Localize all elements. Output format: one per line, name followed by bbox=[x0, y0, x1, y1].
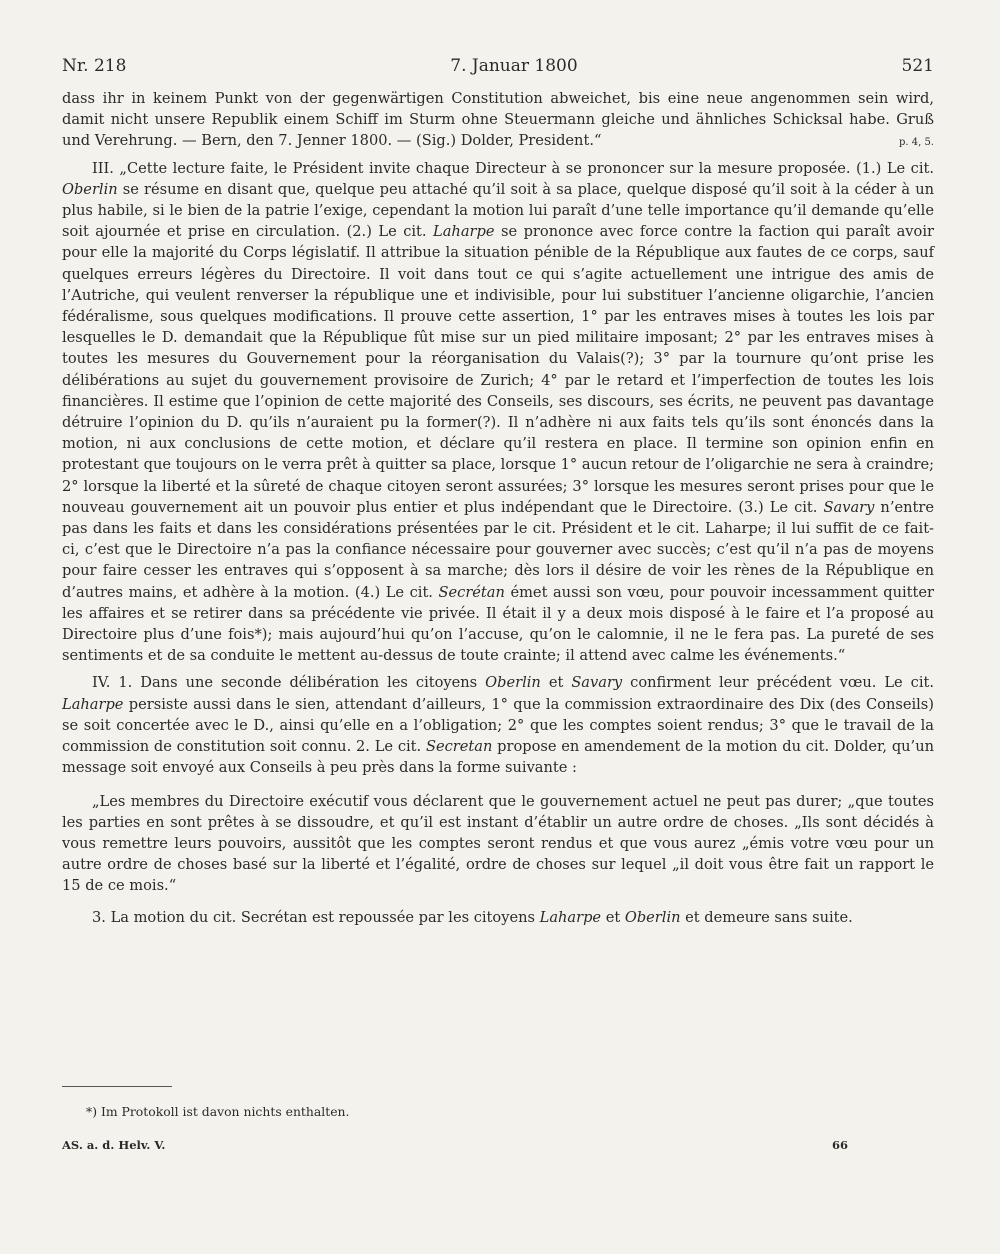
sheet-number: 66 bbox=[831, 1138, 848, 1152]
page-footer bbox=[62, 1138, 848, 1152]
paragraph-conclusion: 3. La motion du cit. Secrétan est repoussée par les citoyens Laharpe et Oberlin et demeure sans suite. bbox=[92, 908, 853, 926]
document-number: Nr. 218 bbox=[62, 56, 127, 76]
page-header bbox=[62, 56, 934, 76]
publication-signature: AS. a. d. Helv. V. bbox=[62, 1138, 166, 1152]
protocol-reference: p. 4, 5. bbox=[898, 137, 934, 149]
quoted-message: „Les membres du Directoire exécutif vous déclarent que le gouvernement actuel ne peut pas durer; „que toutes les parties en sont prêtes à se dissoudre, et qu’il est instant d’établir un autre ordre de choses. „Ils sont décidés à vous remettre leurs pouvoirs, aussitôt que les comptes seront rendus et que vous aurez „émis votre vœu pour un autre ordre de choses basé sur la liberté et l’égalité, ordre de choses sur lequel „il doit vous être fait un rapport le 15 de ce mois.“ bbox=[62, 792, 934, 895]
document-date: 7. Januar 1800 bbox=[450, 56, 578, 76]
paragraph-1: dass ihr in keinem Punkt von der gegenwärtigen Constitution abweichet, bis eine neue angenommen sein wird, damit nicht unsere Republik einem Schiff im Sturm ohne Steuermann gleiche und ähnliches Schicksal habe. Gruß und Verehrung. — Bern, den 7. Jenner 1800. — (Sig.) Dolder, President.“ p. 4, 5. bbox=[62, 88, 934, 152]
paragraph-section-iii: III. „Cette lecture faite, le Président invite chaque Directeur à se prononcer sur la mesure proposée. (1.) Le cit. Oberlin se résume en disant que, quelque peu attaché qu’il soit à sa place, quelque disposé qu’il soit à la céder à un plus habile, si le bien de la patrie l’exige, cependant la motion lui paraît d’une telle importance qu’il demande qu’elle soit ajournée et prise en circulation. (2.) Le cit. Laharpe se prononce avec force contre la faction qui paraît avoir pour elle la majorité du Corps législatif. Il attribue la situation pénible de la République aux fautes de ce corps, sauf quelques erreurs légères du Directoire. Il voit dans tout ce qui s’agite actuellement une intrigue des amis de l’Autriche, qui veulent renverser la république une et indivisible, pour lui substituer l’ancienne oligarchie, l’ancien fédéralisme, sous quelques modifications. Il prouve cette assertion, 1° par les entraves mises à toutes les lois par lesquelles le D. demandait que la République fût mise sur un pied militaire imposant; 2° par les entraves mises à toutes les mesures du Gouvernement pour la réorganisation du Valais(?); 3° par la tournure qu’ont prise les délibérations au sujet du gouvernement provisoire de Zurich; 4° par le retard et l’imperfection de toutes les lois financières. Il estime que l’opinion de cette majorité des Conseils, ses discours, ses écrits, ne peuvent pas davantage détruire l’opinion du D. qu’ils n’auraient pu la former(?). Il n’adhère ni aux faits tels qu’ils sont énoncés dans la motion, ni aux conclusions de cette motion, et déclare qu’il restera en place. Il termine son opinion enfin en protestant que toujours on le verra prêt à quitter sa place, lorsque 1° aucun retour de l’oligarchie ne sera à craindre; 2° lorsque la liberté et la sûreté de chaque citoyen seront assurées; 3° lorsque les mesures seront prises pour que le nouveau gouvernement ait un pouvoir plus entier et plus indépendant que le Directoire. (3.) Le cit. Savary n’entre pas dans les faits et dans les considérations présentées par le cit. Président et le cit. Laharpe; il lui suffit de ce fait-ci, c’est que le Directoire n’a pas la confiance nécessaire pour gouverner avec succès; c’est qu’il n’a pas de moyens pour faire cesser les entraves qui s’opposent à sa marche; dès lors il désire de voir les rènes de la République en d’autres mains, et adhère à la motion. (4.) Le cit. Secrétan émet aussi son vœu, pour pouvoir incessamment quitter les affaires et se retirer dans sa précédente vie privée. Il était il y a deux mois disposé à le faire et l’a proposé au Directoire plus d’une fois*); mais aujourd’hui qu’on l’accuse, qu’on le calomnie, il ne le fera pas. La pureté de ses sentiments et de sa conduite le mettent au-dessus de toute crainte; il attend avec calme les événements.“ bbox=[62, 159, 934, 665]
footnote: *) Im Protokoll ist davon nichts enthalten. bbox=[86, 1104, 350, 1119]
page-number: 521 bbox=[901, 56, 934, 76]
body-text bbox=[62, 88, 934, 928]
paragraph-section-iv: IV. 1. Dans une seconde délibération les citoyens Oberlin et Savary confirment leur précédent vœu. Le cit. Laharpe persiste aussi dans le sien, attendant d’ailleurs, 1° que la commission extraordinaire des Dix (des Conseils) se soit concertée avec le D., ainsi qu’elle en a l’obligation; 2° que les comptes soient rendus; 3° que le travail de la commission de constitution soit connu. 2. Le cit. Secretan propose en amendement de la motion du cit. Dolder, qu’un message soit envoyé aux Conseils à peu près dans la forme suivante : bbox=[62, 674, 935, 777]
footnote-divider bbox=[62, 1086, 172, 1087]
